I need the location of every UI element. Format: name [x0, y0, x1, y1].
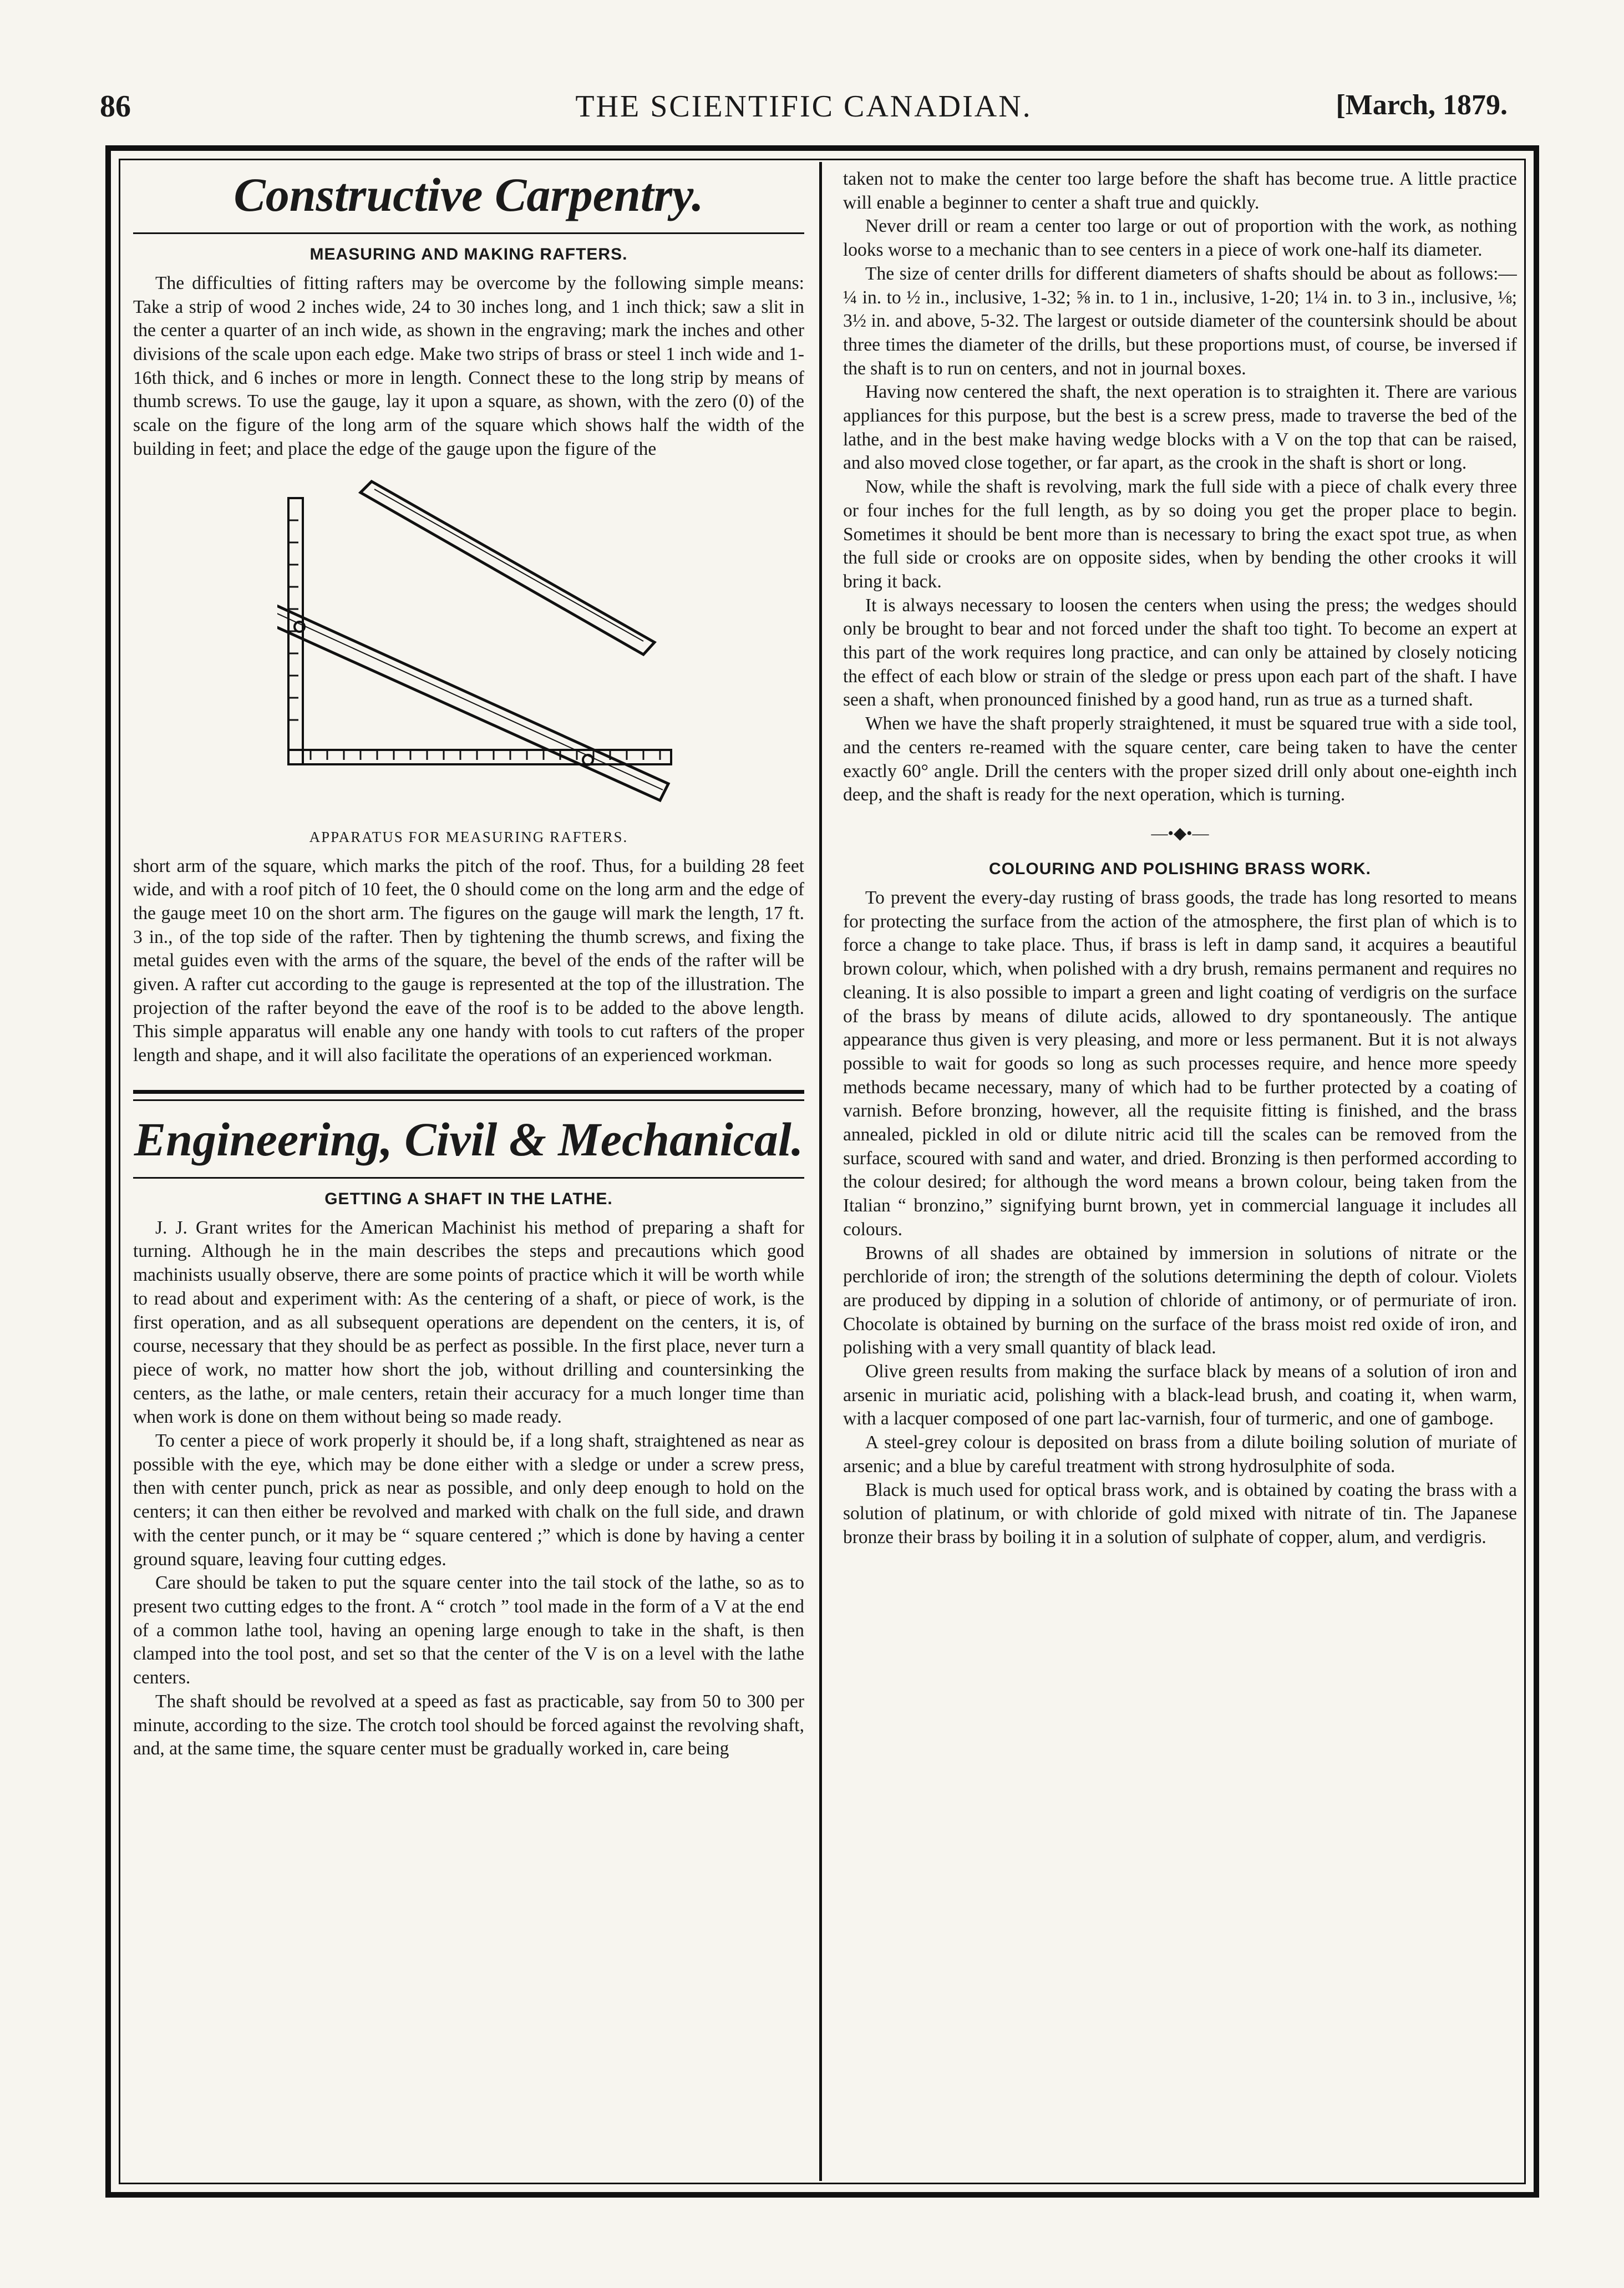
gauge-strip	[277, 603, 668, 800]
article-title-shaft: GETTING A SHAFT IN THE LATHE.	[324, 1189, 613, 1208]
section-ornament: —•◆•—	[1151, 824, 1209, 843]
paragraph: A steel-grey colour is deposited on brass from a dilute boiling solution of muriate of arsenic; and a blue by careful treatment with strong hydrosulphite of soda.	[843, 1432, 1517, 1477]
paragraph: Browns of all shades are obtained by immersion in solutions of nitrate or the perchloride of iron; the strength of the solutions determining the depth of colour. Violets are produced by dipping in a solution of chloride of antimony, or of permuriate of iron. Chocolate is obtained by burning on the surface of the brass moist red oxide of iron, and polishing with a very small quantity of black lead.	[843, 1242, 1517, 1358]
rafter-gauge-illustration	[133, 476, 804, 820]
figure-caption: APPARATUS FOR MEASURING RAFTERS.	[309, 828, 628, 845]
publication-title: THE SCIENTIFIC CANADIAN.	[575, 89, 1032, 124]
page-header	[100, 89, 1508, 139]
paragraph: short arm of the square, which marks the pitch of the roof. Thus, for a building 28 feet wide, and with a roof pitch of 10 feet, the 0 should come on the long arm and the edge of the gauge meet 10 on the short arm. The figures on the gauge will mark the length, 17 ft. 3 in., of the top side of the rafter. Then by tightening the thumb screws, and fixing the metal guides even with the arms of the square, the bevel of the ends of the rafter will be given. A rafter cut according to the gauge is represented at the top of the illustration. The projection of the rafter beyond the eave of the roof is to be added to the above length. This simple apparatus will enable any one handy with tools to cut rafters of the proper length and shape, and it will also facilitate the operations of an experienced workman.	[133, 855, 804, 1066]
paragraph: When we have the shaft properly straightened, it must be squared true with a side tool, and the centers re-reamed with the square center, care being taken to have the center exactly 60° angle. Drill the centers with the proper sized drill only about one-eighth inch deep, and the shaft is ready for the next operation, which is turning.	[843, 713, 1517, 805]
paragraph: J. J. Grant writes for the American Machinist his method of preparing a shaft for turning. Although he in the main describes the steps and precautions which good machinists usually observe, there are some points of practice which it will be worth while to read about and experiment with: As the centering of a shaft, or piece of work, is the first operation, and as all subsequent operations are dependent on the centers, it is, of course, necessary that they should be as perfect as possible. In the first place, never turn a piece of work, no matter how short the job, without drilling and countersinking the centers, as the lathe, or male centers, retain their accuracy for a much longer time than when work is done on them without being so made ready.	[133, 1217, 804, 1428]
article-title-rafters: MEASURING AND MAKING RAFTERS.	[309, 245, 628, 263]
paragraph: To prevent the every-day rusting of brass goods, the trade has long resorted to means for protecting the surface from the action of the atmosphere, the first plan of which is to force a change to take place. Thus, if brass is left in damp sand, it acquires a beautiful brown colour, which, when polished with a dry brush, remains permanent and requires no cleaning. It is also possible to impart a green and light coating of verdigris on the surface of the brass by means of dilute acids, allowed to dry spontaneously. The antique appearance thus given is very pleasing, and more or less permanent. But it is not always possible to wait for goods so long as such processes require, and hence more speedy methods became necessary, many of which had to be further protected by a coating of varnish. Before bronzing, however, all the requisite fitting is finished, and the brass annealed, pickled in old or dilute nitric acid till the scales can be removed from the surface, scoured with sand and water, and dried. Bronzing is then performed according to the colour desired; for although the word means a brown colour, being taken from the Italian “ bronzino,” signifying burnt brown, yet in commercial language it includes all colours.	[843, 887, 1517, 1240]
right-column	[843, 168, 1517, 2175]
section-rule	[133, 1177, 804, 1179]
page-frame	[105, 145, 1539, 2198]
paragraph: Never drill or ream a center too large or out of proportion with the work, as nothing looks worse to a mechanic than to see centers in a piece of work one-half its diameter.	[843, 216, 1517, 261]
paragraph: The shaft should be revolved at a speed as fast as practicable, say from 50 to 300 per minute, according to the size. The crotch tool should be forced against the revolving shaft, and, at the same time, the square center must be gradually worked in, care being	[133, 1691, 804, 1759]
rafter-gauge-drawing	[277, 476, 677, 814]
rafter-strip	[361, 481, 654, 655]
article-title-brass: COLOURING AND POLISHING BRASS WORK.	[989, 859, 1371, 878]
section-rule	[133, 1099, 804, 1101]
paragraph: It is always necessary to loosen the centers when using the press; the wedges should only be brought to bear and not forced under the shaft too tight. To become an expert at this part of the work requires long practice, and can only be attained by closely noticing the effect of each blow or strain of the sledge or press upon each part of the shaft. I have seen a shaft, when pronounced finished by a good hand, run as true as a turned shaft.	[843, 595, 1517, 711]
department-heading-engineering: Engineering, Civil & Mechanical.	[134, 1112, 804, 1166]
page-number: 86	[100, 89, 131, 124]
paragraph: Now, while the shaft is revolving, mark the full side with a piece of chalk every three or four inches for the full length, as by so doing you get the proper place to begin. Sometimes it should be bent more than is necessary to bring the exact spot true, as when the full side or crooks are on opposite sides, when by bending the other crooks it will bring it back.	[843, 476, 1517, 592]
column-divider	[819, 162, 822, 2181]
paragraph: The difficulties of fitting rafters may be overcome by the following simple means: Take a strip of wood 2 inches wide, 24 to 30 inches long, and 1 inch thick; saw a slit in the center a quarter of an inch wide, as shown in the engraving; mark the inches and other divisions of the scale upon each edge. Make two strips of brass or steel 1 inch wide and 1-16th thick, and 6 inches or more in length. Connect these to the long strip by means of thumb screws. To use the gauge, lay it upon a square, as shown, with the zero (0) of the scale on the figure of the long arm of the square which shows half the width of the building in feet; and place the edge of the gauge upon the figure of the	[133, 272, 804, 459]
issue-date: [March, 1879.	[1336, 89, 1508, 121]
paragraph: Care should be taken to put the square center into the tail stock of the lathe, so as to present two cutting edges to the front. A “ crotch ” tool made in the form of a V at the end of a common lathe tool, having an opening large enough to take in the shaft, is then clamped into the tool post, and set so that the center of the V is on a level with the lathe centers.	[133, 1572, 804, 1688]
paragraph: Having now centered the shaft, the next operation is to straighten it. There are various appliances for this purpose, but the best is a screw press, made to traverse the bed of the lathe, and in the best make having wedge blocks with a V on the top that can be raised, and also moved close together, or far apart, as the crook in the shaft is short or long.	[843, 382, 1517, 474]
paragraph: Olive green results from making the surface black by means of a solution of iron and arsenic in muriatic acid, polishing with a black-lead brush, and coating it, when warm, with a lacquer composed of one part lac-varnish, four of turmeric, and one of gamboge.	[843, 1361, 1517, 1429]
department-heading-carpentry: Constructive Carpentry.	[234, 168, 704, 221]
square-long-arm	[288, 750, 671, 764]
section-rule	[133, 232, 804, 234]
paragraph: To center a piece of work properly it should be, if a long shaft, straightened as near as possible with the eye, which may be done either with a sledge or under a screw press, then with center punch, prick as near as possible, and only deep enough to hold on the centers; it can then either be revolved and marked with chalk on the full side, and drawn with the center punch, or it may be “ square centered ;” which is done by having a center ground square, leaving four cutting edges.	[133, 1430, 804, 1570]
section-rule	[133, 1090, 804, 1094]
left-column	[133, 168, 804, 2175]
paragraph: The size of center drills for different diameters of shafts should be about as follows:—¼ in. to ½ in., inclusive, 1-32; ⅝ in. to 1 in., inclusive, 1-20; 1¼ in. to 3 in., inclusive, ⅛; 3½ in. and above, 5-32. The largest or outside diameter of the countersink should be about three times the diameter of the drills, but these proportions must, of course, be inversed if the shaft is to run on centers, and not in journal boxes.	[843, 263, 1517, 379]
paragraph: Black is much used for optical brass work, and is obtained by coating the brass with a solution of platinum, or with chloride of gold mixed with nitrate of tin. The Japanese bronze their brass by boiling it in a solution of sulphate of copper, alum, and verdigris.	[843, 1479, 1517, 1548]
paragraph: taken not to make the center too large before the shaft has become true. A little practice will enable a beginner to center a shaft true and quickly.	[843, 169, 1517, 213]
